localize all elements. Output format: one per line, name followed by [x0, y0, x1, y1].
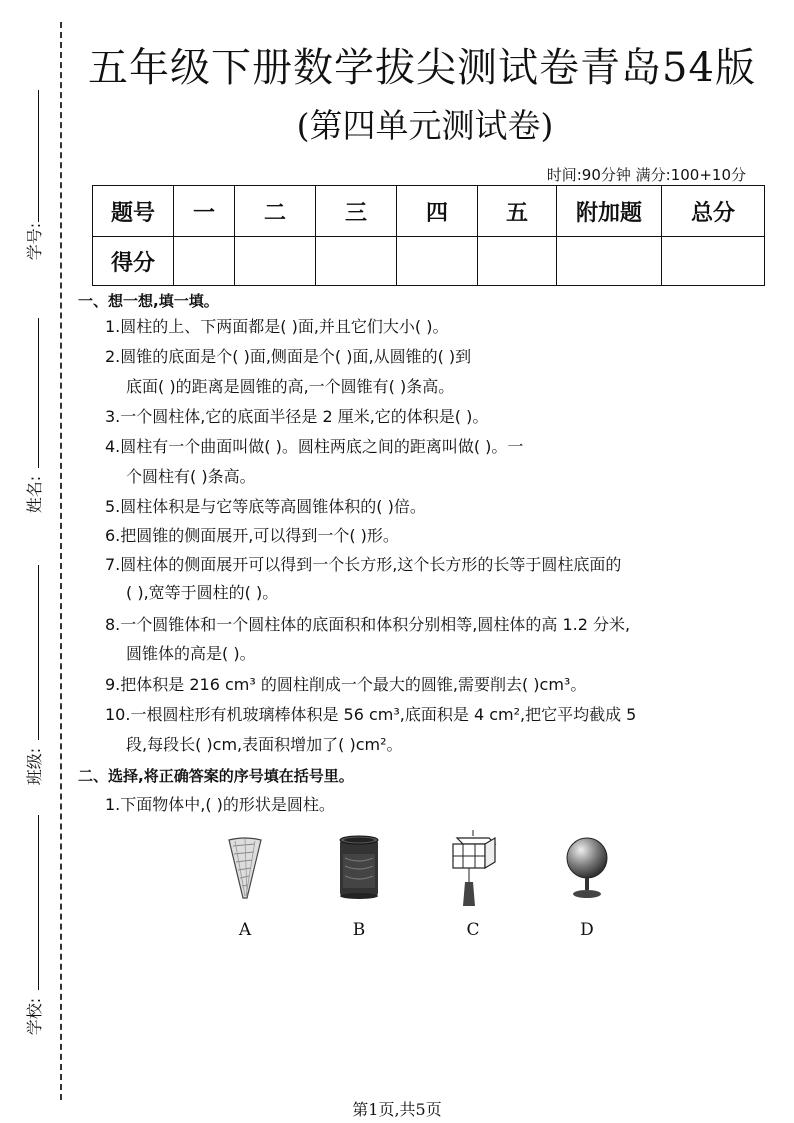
table-header-cell: 二	[235, 186, 316, 237]
lantern-icon	[447, 830, 499, 910]
score-table	[92, 185, 765, 286]
dashed-cut-line	[60, 22, 62, 1100]
binding-margin	[0, 0, 70, 1123]
question-line: 4.圆柱有一个曲面叫做( )。圆柱两底之间的距离叫做( )。一	[105, 437, 524, 456]
option-d	[547, 830, 627, 940]
question-line: 1.圆柱的上、下两面都是( )面,并且它们大小( )。	[105, 317, 449, 336]
score-cell[interactable]	[397, 237, 478, 286]
cylinder-cup-icon	[337, 834, 381, 900]
table-header-cell: 三	[316, 186, 397, 237]
name-label: 姓名:	[25, 475, 45, 514]
score-row-label: 得分	[93, 237, 174, 286]
table-header-cell: 一	[174, 186, 235, 237]
exam-meta: 时间:90分钟 满分:100+10分	[546, 166, 746, 184]
question-line: 9.把体积是 216 cm³ 的圆柱削成一个最大的圆锥,需要削去( )cm³。	[105, 675, 587, 694]
question-line: 8.一个圆锥体和一个圆柱体的底面积和体积分别相等,圆柱体的高 1.2 分米,	[105, 615, 631, 634]
table-header-cell: 附加题	[557, 186, 662, 237]
globe-sphere-icon	[563, 834, 611, 900]
score-cell[interactable]	[316, 237, 397, 286]
table-header-cell: 四	[397, 186, 478, 237]
option-label: A	[238, 920, 252, 940]
question-line: 底面( )的距离是圆锥的高,一个圆锥有( )条高。	[126, 377, 455, 396]
question-line: 6.把圆锥的侧面展开,可以得到一个( )形。	[105, 526, 399, 545]
table-header-cell: 题号	[93, 186, 174, 237]
option-label: B	[352, 920, 366, 940]
score-cell[interactable]	[174, 237, 235, 286]
option-label: D	[580, 920, 594, 940]
question-line: 圆锥体的高是( )。	[126, 644, 256, 663]
section2-heading: 二、选择,将正确答案的序号填在括号里。	[78, 767, 354, 785]
score-cell[interactable]	[662, 237, 765, 286]
score-cell[interactable]	[557, 237, 662, 286]
page-number: 第1页,共5页	[352, 1100, 442, 1119]
option-a	[205, 830, 285, 940]
score-table-score-row	[93, 237, 765, 286]
option-label: C	[466, 920, 480, 940]
name-field	[0, 318, 60, 518]
score-cell[interactable]	[235, 237, 316, 286]
page-subtitle: (第四单元测试卷)	[296, 106, 554, 145]
section1-heading: 一、想一想,填一填。	[78, 292, 219, 310]
question-line: 5.圆柱体积是与它等底等高圆锥体积的( )倍。	[105, 497, 426, 516]
class-field	[0, 565, 60, 785]
question-line: 7.圆柱体的侧面展开可以得到一个长方形,这个长方形的长等于圆柱底面的	[105, 555, 622, 574]
option-b	[319, 830, 399, 940]
student-no-field	[0, 90, 60, 270]
question-line: 2.圆锥的底面是个( )面,侧面是个( )面,从圆锥的( )到	[105, 347, 472, 366]
class-label: 班级:	[25, 747, 45, 786]
school-field	[0, 815, 60, 1035]
question-line: ( ),宽等于圆柱的( )。	[126, 583, 279, 602]
question-line: 1.下面物体中,( )的形状是圆柱。	[105, 795, 335, 814]
score-table-header-row	[93, 186, 765, 237]
question-line: 3.一个圆柱体,它的底面半径是 2 厘米,它的体积是( )。	[105, 407, 489, 426]
table-header-cell: 五	[478, 186, 557, 237]
student-no-label: 学号:	[25, 222, 45, 261]
school-line	[38, 815, 39, 990]
question-line: 10.一根圆柱形有机玻璃棒体积是 56 cm³,底面积是 4 cm²,把它平均截成 5	[105, 705, 637, 724]
school-label: 学校:	[25, 997, 45, 1036]
student-no-line	[38, 90, 39, 222]
score-cell[interactable]	[478, 237, 557, 286]
class-line	[38, 565, 39, 740]
page-title: 五年级下册数学拔尖测试卷青岛54版	[88, 45, 756, 91]
option-c	[433, 830, 513, 940]
table-header-cell: 总分	[662, 186, 765, 237]
name-line	[38, 318, 39, 468]
cone-icon	[225, 836, 265, 900]
question-line: 段,每段长( )cm,表面积增加了( )cm²。	[126, 735, 403, 754]
question-line: 个圆柱有( )条高。	[126, 467, 256, 486]
